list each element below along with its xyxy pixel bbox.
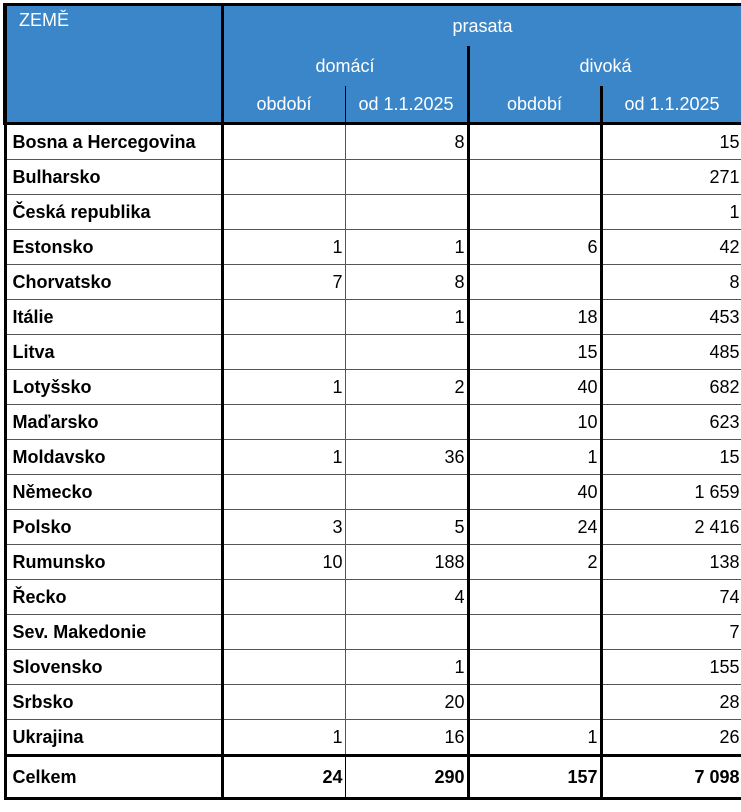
value-cell-dom-obdobi [222,195,345,230]
value-cell-dom-obdobi [222,615,345,650]
value-cell-div-od: 2 416 [601,510,741,545]
total-div-obdobi: 157 [468,756,601,799]
value-cell-dom-od: 2 [345,370,468,405]
total-dom-od: 290 [345,756,468,799]
value-cell-div-obdobi: 24 [468,510,601,545]
value-cell-dom-obdobi [222,124,345,160]
total-div-od: 7 098 [601,756,741,799]
country-cell: Lotyšsko [5,370,222,405]
value-cell-div-obdobi: 18 [468,300,601,335]
value-cell-div-od: 26 [601,720,741,756]
table-row [5,475,741,510]
table-row [5,230,741,265]
country-cell: Chorvatsko [5,265,222,300]
table-row [5,545,741,580]
value-cell-div-obdobi [468,265,601,300]
value-cell-div-obdobi: 40 [468,370,601,405]
table-row [5,124,741,160]
table-row [5,650,741,685]
country-cell: Česká republika [5,195,222,230]
country-cell: Itálie [5,300,222,335]
header-div-od: od 1.1.2025 [601,86,741,124]
value-cell-dom-od [345,160,468,195]
value-cell-div-obdobi: 1 [468,440,601,475]
header-div-obdobi: období [468,86,601,124]
header-zeme: ZEMĚ [5,5,222,124]
country-cell: Řecko [5,580,222,615]
header-divoka: divoká [468,46,741,86]
value-cell-div-od: 1 [601,195,741,230]
table-row [5,720,741,756]
value-cell-div-obdobi [468,650,601,685]
value-cell-dom-od [345,615,468,650]
table-row [5,615,741,650]
value-cell-dom-od: 5 [345,510,468,545]
value-cell-div-obdobi [468,124,601,160]
table-row [5,440,741,475]
value-cell-dom-obdobi [222,335,345,370]
total-row [5,756,741,799]
value-cell-div-od: 682 [601,370,741,405]
value-cell-dom-od: 1 [345,650,468,685]
value-cell-dom-od [345,475,468,510]
value-cell-dom-obdobi: 1 [222,370,345,405]
country-cell: Německo [5,475,222,510]
header-dom-od: od 1.1.2025 [345,86,468,124]
table-row [5,580,741,615]
value-cell-dom-obdobi: 1 [222,230,345,265]
value-cell-div-od: 7 [601,615,741,650]
value-cell-div-obdobi [468,685,601,720]
header-domaci: domácí [222,46,468,86]
value-cell-dom-od: 16 [345,720,468,756]
value-cell-div-od: 15 [601,124,741,160]
value-cell-div-obdobi: 15 [468,335,601,370]
country-cell: Bulharsko [5,160,222,195]
value-cell-div-od: 8 [601,265,741,300]
value-cell-dom-obdobi: 1 [222,720,345,756]
value-cell-dom-od: 8 [345,124,468,160]
country-cell: Ukrajina [5,720,222,756]
value-cell-dom-obdobi [222,300,345,335]
value-cell-dom-od: 1 [345,300,468,335]
asf-table [3,3,741,800]
total-label: Celkem [5,756,222,799]
value-cell-dom-obdobi: 7 [222,265,345,300]
value-cell-dom-obdobi [222,650,345,685]
value-cell-div-od: 74 [601,580,741,615]
value-cell-dom-od: 36 [345,440,468,475]
value-cell-dom-obdobi [222,580,345,615]
value-cell-div-od: 138 [601,545,741,580]
value-cell-dom-obdobi [222,405,345,440]
value-cell-div-od: 623 [601,405,741,440]
table-row [5,370,741,405]
value-cell-div-obdobi: 40 [468,475,601,510]
country-cell: Bosna a Hercegovina [5,124,222,160]
value-cell-div-obdobi [468,580,601,615]
value-cell-div-od: 42 [601,230,741,265]
table-row [5,160,741,195]
total-dom-obdobi: 24 [222,756,345,799]
table-row [5,265,741,300]
value-cell-dom-od: 8 [345,265,468,300]
country-cell: Rumunsko [5,545,222,580]
table-row [5,195,741,230]
value-cell-dom-od [345,335,468,370]
value-cell-div-obdobi [468,195,601,230]
value-cell-div-obdobi: 10 [468,405,601,440]
value-cell-div-od: 1 659 [601,475,741,510]
country-cell: Srbsko [5,685,222,720]
value-cell-dom-od: 188 [345,545,468,580]
value-cell-div-od: 155 [601,650,741,685]
value-cell-div-obdobi [468,160,601,195]
value-cell-dom-obdobi: 1 [222,440,345,475]
table-row [5,300,741,335]
value-cell-dom-od: 4 [345,580,468,615]
country-cell: Polsko [5,510,222,545]
table-row [5,685,741,720]
value-cell-div-obdobi: 1 [468,720,601,756]
country-cell: Sev. Makedonie [5,615,222,650]
value-cell-dom-od: 1 [345,230,468,265]
value-cell-div-obdobi: 2 [468,545,601,580]
country-cell: Estonsko [5,230,222,265]
value-cell-div-obdobi: 6 [468,230,601,265]
table-row [5,510,741,545]
country-cell: Slovensko [5,650,222,685]
value-cell-dom-od: 20 [345,685,468,720]
value-cell-dom-obdobi: 10 [222,545,345,580]
value-cell-div-obdobi [468,615,601,650]
value-cell-dom-obdobi [222,160,345,195]
header-prasata: prasata [222,5,741,47]
country-cell: Litva [5,335,222,370]
value-cell-div-od: 271 [601,160,741,195]
country-cell: Maďarsko [5,405,222,440]
value-cell-div-od: 453 [601,300,741,335]
value-cell-dom-od [345,195,468,230]
value-cell-div-od: 28 [601,685,741,720]
table-row [5,335,741,370]
value-cell-dom-obdobi [222,685,345,720]
header-dom-obdobi: období [222,86,345,124]
value-cell-dom-od [345,405,468,440]
country-cell: Moldavsko [5,440,222,475]
value-cell-div-od: 15 [601,440,741,475]
value-cell-dom-obdobi [222,475,345,510]
value-cell-dom-obdobi: 3 [222,510,345,545]
table-row [5,405,741,440]
value-cell-div-od: 485 [601,335,741,370]
